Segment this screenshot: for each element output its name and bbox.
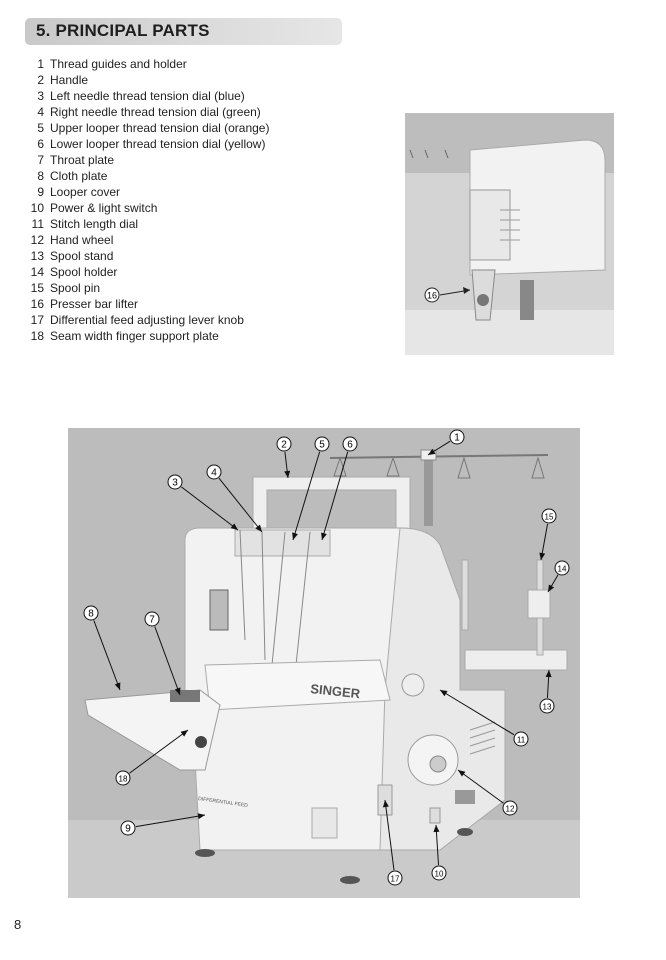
part-label: Thread guides and holder bbox=[50, 57, 187, 71]
part-label: Spool stand bbox=[50, 249, 114, 263]
part-number: 3 bbox=[37, 89, 44, 103]
callout-number: 13 bbox=[542, 702, 552, 712]
part-label: Power & light switch bbox=[50, 201, 158, 215]
part-label: Seam width finger support plate bbox=[50, 329, 219, 343]
part-label: Cloth plate bbox=[50, 169, 108, 183]
part-label: Stitch length dial bbox=[50, 217, 139, 231]
brand-label: SINGER bbox=[309, 681, 361, 702]
part-item bbox=[20, 168, 269, 184]
part-label: Spool holder bbox=[50, 265, 118, 279]
part-number: 18 bbox=[30, 329, 44, 343]
callout-number: 18 bbox=[118, 774, 128, 784]
callout-number: 2 bbox=[281, 439, 287, 451]
part-number: 5 bbox=[37, 121, 44, 135]
part-number: 14 bbox=[30, 265, 44, 279]
part-label: Upper looper thread tension dial (orange) bbox=[50, 121, 270, 135]
callout-number: 4 bbox=[211, 467, 217, 479]
part-number: 1 bbox=[37, 57, 44, 71]
part-number: 6 bbox=[37, 137, 44, 151]
part-item bbox=[20, 280, 269, 296]
part-item bbox=[20, 104, 269, 120]
part-number: 7 bbox=[37, 153, 44, 167]
part-label: Spool pin bbox=[50, 281, 101, 295]
part-item bbox=[20, 88, 269, 104]
callout-number: 12 bbox=[505, 804, 515, 814]
part-label: Throat plate bbox=[50, 153, 115, 167]
callout-number: 6 bbox=[347, 439, 353, 451]
part-item bbox=[20, 296, 269, 312]
part-item bbox=[20, 264, 269, 280]
part-item bbox=[20, 184, 269, 200]
callout-number: 5 bbox=[319, 439, 325, 451]
part-label: Hand wheel bbox=[50, 233, 114, 247]
part-number: 2 bbox=[37, 73, 44, 87]
part-number: 9 bbox=[37, 185, 44, 199]
section-title: 5. PRINCIPAL PARTS bbox=[36, 21, 210, 40]
part-number: 15 bbox=[30, 281, 44, 295]
svg-text:16: 16 bbox=[426, 290, 438, 301]
part-label: Lower looper thread tension dial (yellow) bbox=[50, 137, 266, 151]
part-number: 16 bbox=[30, 297, 44, 311]
part-label: Looper cover bbox=[50, 185, 121, 199]
presser-bar-photo bbox=[405, 113, 614, 355]
part-item bbox=[20, 232, 269, 248]
serger-machine-photo bbox=[68, 428, 580, 898]
callout-number: 1 bbox=[454, 432, 460, 444]
part-number: 10 bbox=[30, 201, 44, 215]
part-item bbox=[20, 152, 269, 168]
part-label: Handle bbox=[50, 73, 89, 87]
part-item bbox=[20, 248, 269, 264]
part-number: 17 bbox=[30, 313, 44, 327]
callout-number: 8 bbox=[88, 608, 94, 620]
part-item bbox=[20, 56, 269, 72]
callout-16 bbox=[425, 288, 439, 302]
section-header bbox=[25, 18, 342, 45]
callout-number: 10 bbox=[434, 869, 444, 879]
part-item bbox=[20, 312, 269, 328]
part-item bbox=[20, 200, 269, 216]
part-item bbox=[20, 120, 269, 136]
part-item bbox=[20, 136, 269, 152]
page-number: 8 bbox=[14, 917, 22, 932]
part-item bbox=[20, 328, 269, 344]
part-item bbox=[20, 72, 269, 88]
callout-number: 11 bbox=[516, 735, 526, 745]
callout-number: 17 bbox=[390, 874, 400, 884]
part-number: 8 bbox=[37, 169, 44, 183]
callout-number: 3 bbox=[172, 477, 178, 489]
part-item bbox=[20, 216, 269, 232]
part-label: Left needle thread tension dial (blue) bbox=[50, 89, 245, 103]
panel-label: DIFFERENTIAL FEED bbox=[197, 796, 249, 809]
parts-list bbox=[20, 56, 269, 344]
callout-number: 14 bbox=[557, 564, 567, 574]
callout-number: 9 bbox=[125, 823, 131, 835]
callout-number: 15 bbox=[544, 512, 554, 522]
part-number: 12 bbox=[30, 233, 44, 247]
part-label: Presser bar lifter bbox=[50, 297, 139, 311]
part-number: 11 bbox=[31, 217, 44, 231]
callout-number: 7 bbox=[149, 614, 155, 626]
part-label: Differential feed adjusting lever knob bbox=[50, 313, 244, 327]
part-number: 13 bbox=[30, 249, 44, 263]
part-label: Right needle thread tension dial (green) bbox=[50, 105, 261, 119]
part-number: 4 bbox=[37, 105, 44, 119]
